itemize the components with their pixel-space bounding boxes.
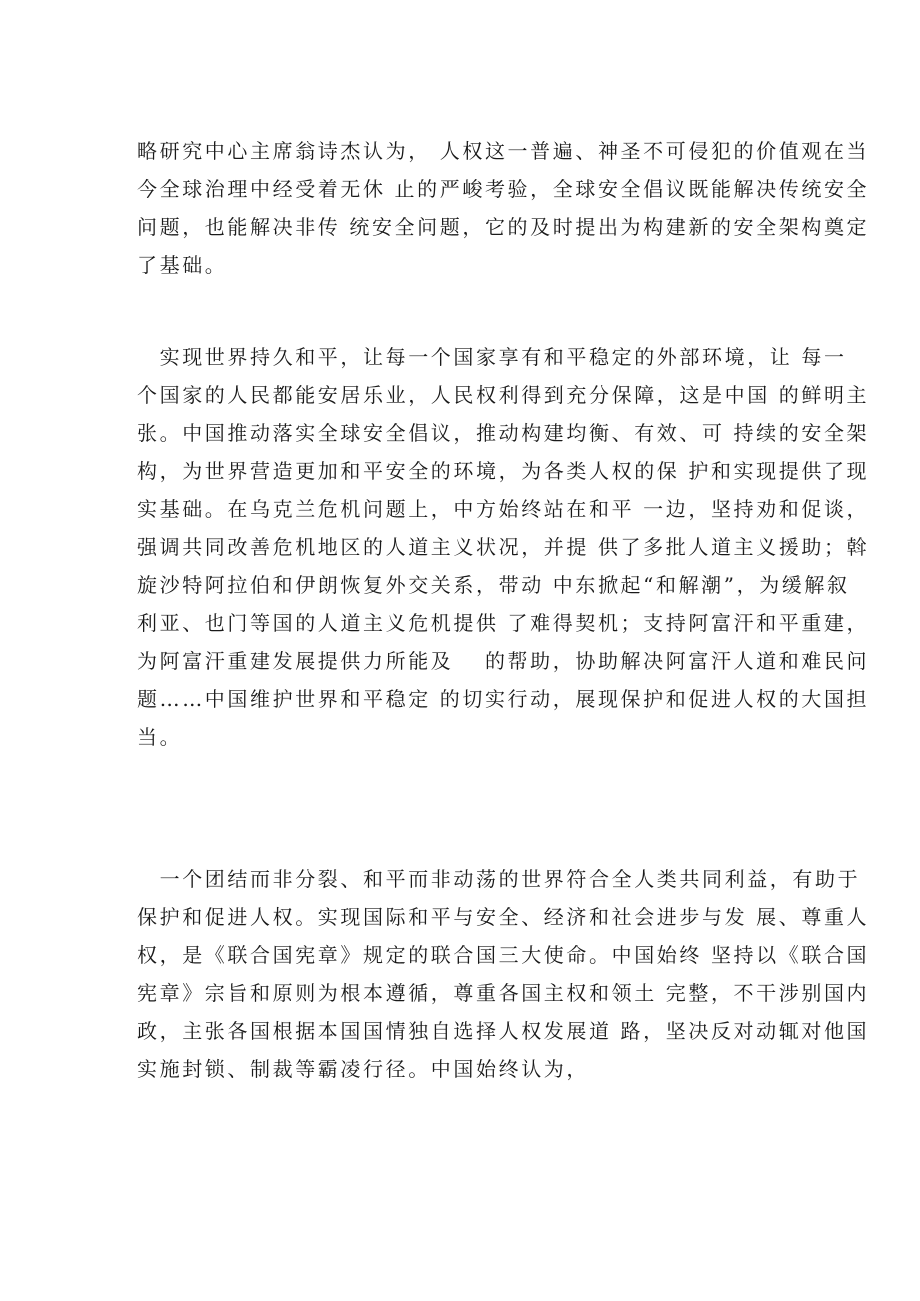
text-line: 略研究中心主席翁诗杰认为， 人权这一普遍、神圣不可侵犯的价值观在当 [137, 139, 870, 163]
text-line: 权，是《联合国宪章》规定的联合国三大使命。中国始终 坚持以《联合国 [137, 943, 870, 967]
text-line: 利亚、也门等国的人道主义危机提供 了难得契机；支持阿富汗和平重建， [137, 611, 870, 635]
text-line: 了基础。 [137, 253, 228, 277]
text-line: 强调共同改善危机地区的人道主义状况，并提 供了多批人道主义援助；斡 [137, 535, 870, 559]
text-line: 题……中国维护世界和平稳定 的切实行动，展现保护和促进人权的大国担 [137, 687, 870, 711]
text-line: 实现世界持久和平，让每一个国家享有和平稳定的外部环境，让 每一 [137, 345, 847, 369]
text-line: 政，主张各国根据本国国情独自选择人权发展道 路，坚决反对动辄对他国 [137, 1019, 870, 1043]
paragraph-1 [137, 132, 870, 284]
text-line: 当。 [137, 725, 183, 749]
text-line: 今全球治理中经受着无休 止的严峻考验，全球安全倡议既能解决传统安全 [137, 177, 870, 201]
text-line: 保护和促进人权。实现国际和平与安全、经济和社会进步与发 展、尊重人 [137, 905, 870, 929]
text-line: 一个团结而非分裂、和平而非动荡的世界符合全人类共同利益，有助于 [137, 867, 861, 891]
text-line: 为阿富汗重建发展提供力所能及 的帮助，协助解决阿富汗人道和难民问 [137, 649, 870, 673]
text-line: 问题，也能解决非传 统安全问题，它的及时提出为构建新的安全架构奠定 [137, 215, 870, 239]
paragraph-3 [137, 860, 870, 1088]
text-line: 张。中国推动落实全球安全倡议，推动构建均衡、有效、可 持续的安全架 [137, 421, 870, 445]
text-line: 旋沙特阿拉伯和伊朗恢复外交关系，带动 中东掀起“和解潮”，为缓解叙 [137, 573, 850, 597]
paragraph-2 [137, 338, 870, 756]
text-line: 个国家的人民都能安居乐业，人民权利得到充分保障，这是中国 的鲜明主 [137, 383, 870, 407]
text-line: 实基础。在乌克兰危机问题上，中方始终站在和平 一边，坚持劝和促谈， [137, 497, 870, 521]
text-line: 宪章》宗旨和原则为根本遵循，尊重各国主权和领土 完整，不干涉别国内 [137, 981, 870, 1005]
text-line: 构，为世界营造更加和平安全的环境，为各类人权的保 护和实现提供了现 [137, 459, 870, 483]
text-line: 实施封锁、制裁等霸凌行径。中国始终认为， [137, 1057, 589, 1081]
